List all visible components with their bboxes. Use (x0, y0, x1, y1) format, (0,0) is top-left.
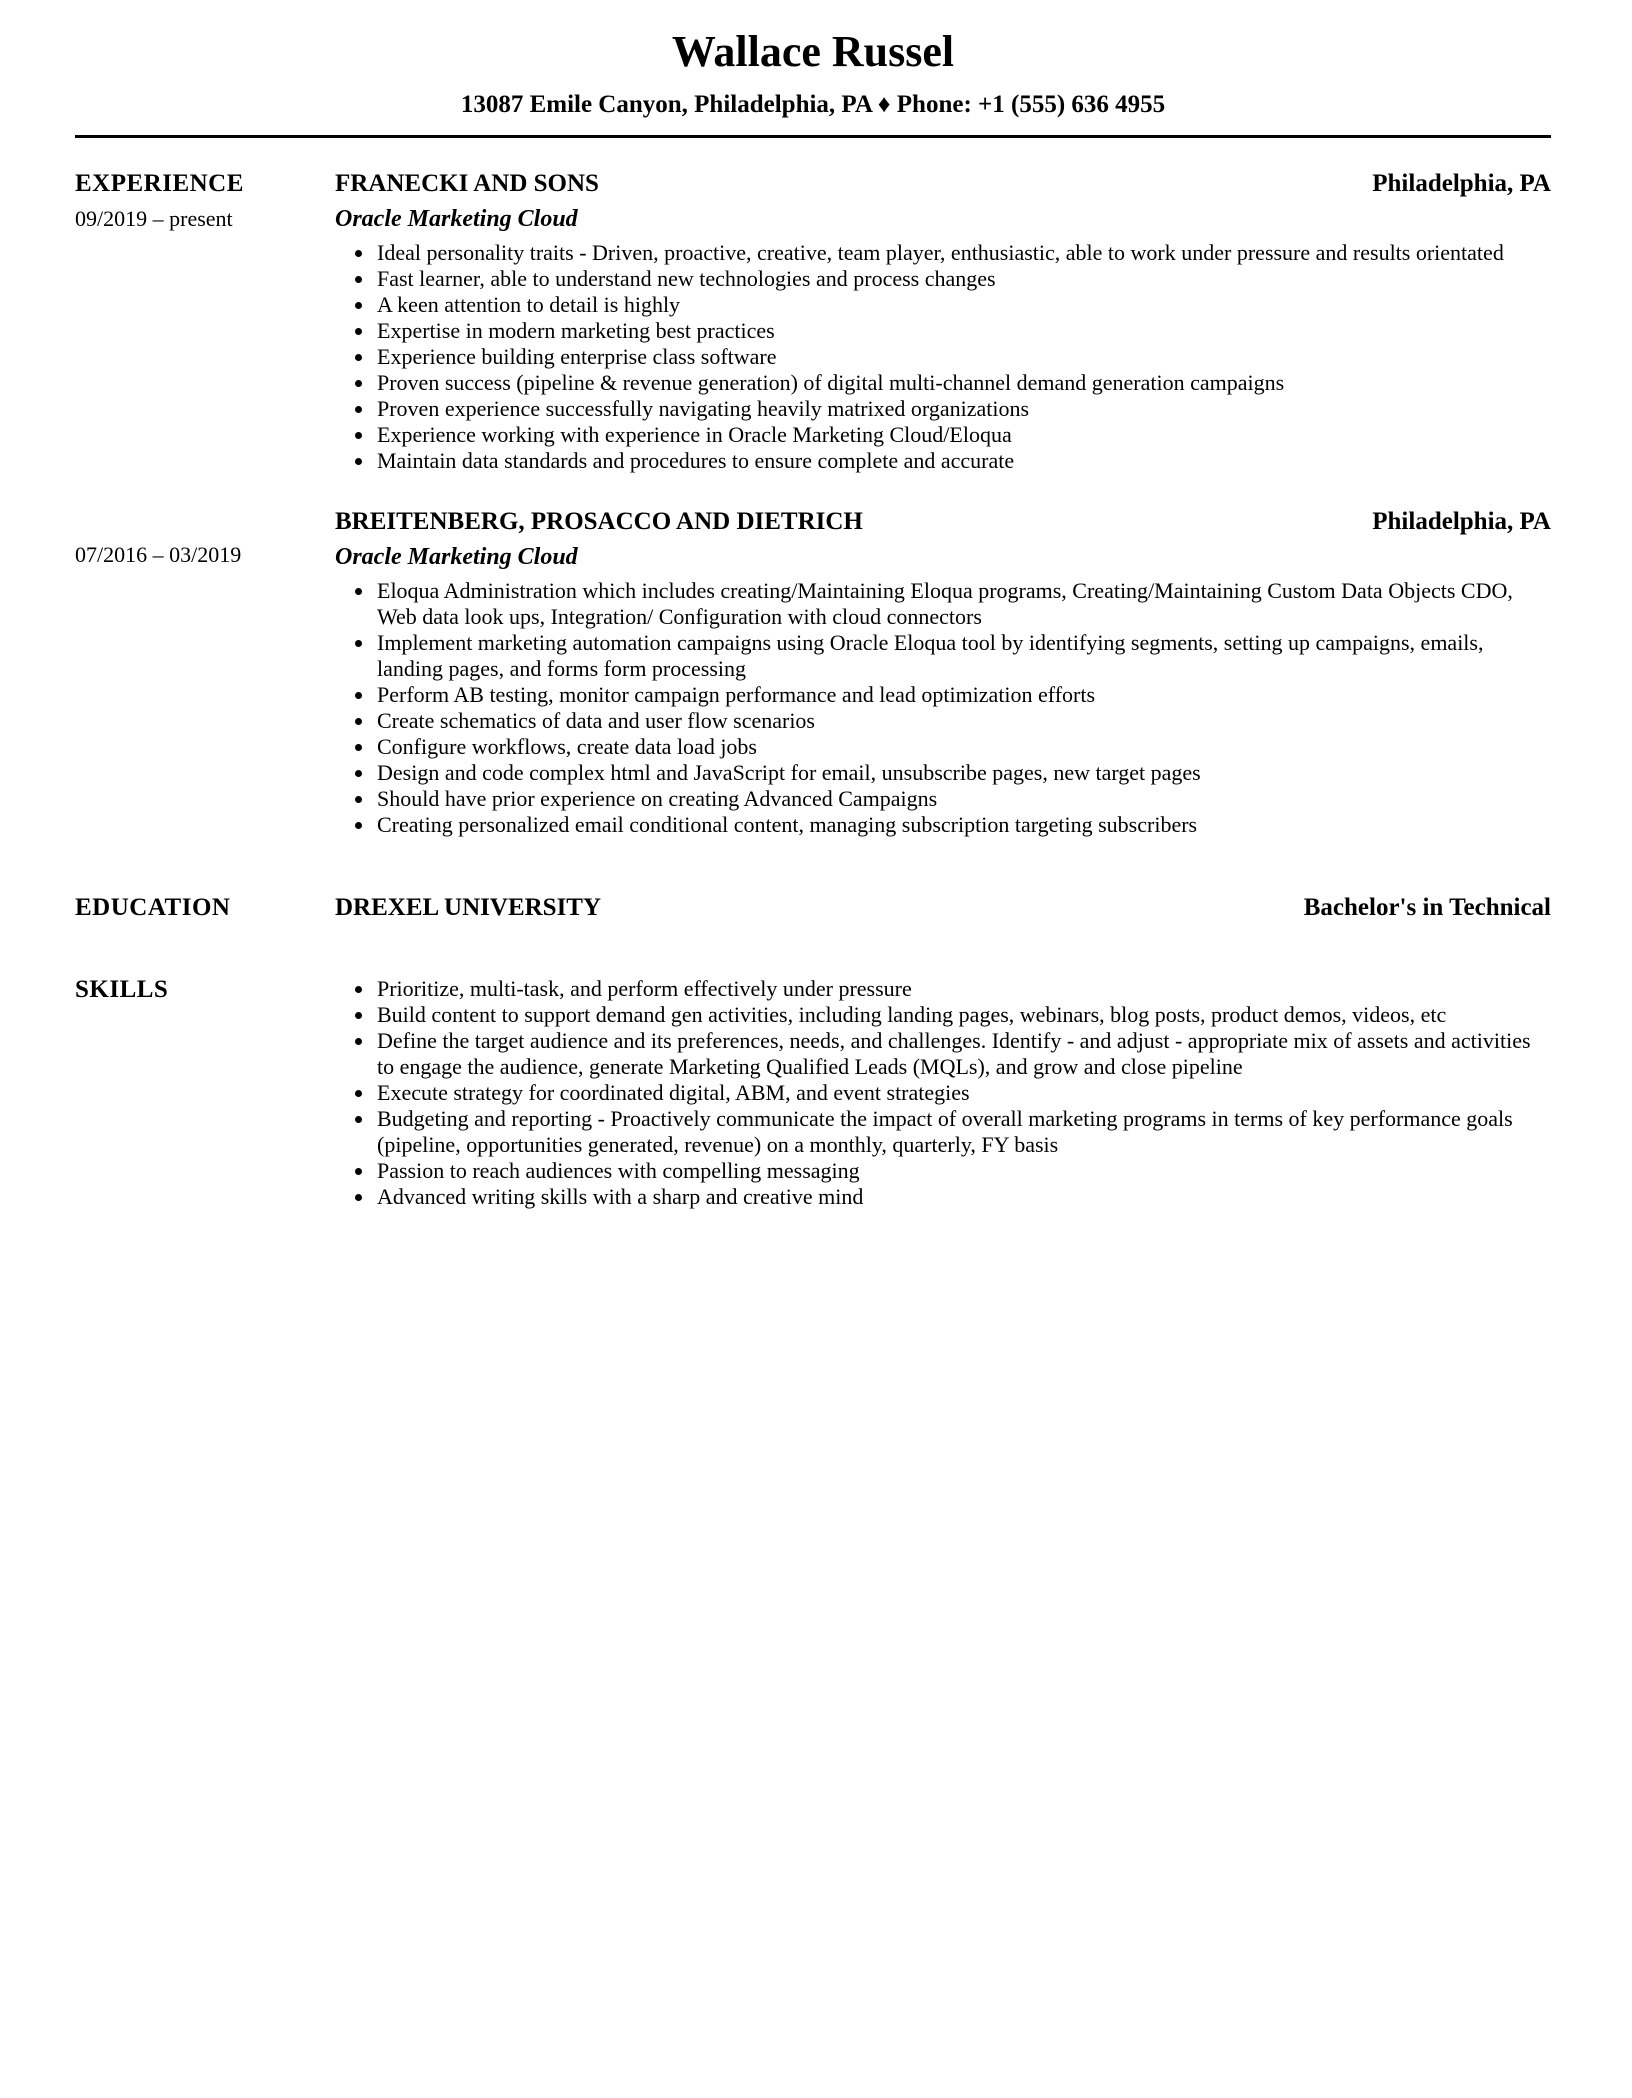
skill-item: • Budgeting and reporting - Proactively communicate the impact of overall marketing programs in terms of key performance goals (pipeline, opportunities generated, revenue) on a monthly, quarterly, FY basis (375, 1106, 1551, 1158)
job-2-header (335, 508, 1551, 536)
skill-item: • Advanced writing skills with a sharp and creative mind (375, 1184, 1551, 1210)
experience-sidebar (75, 170, 335, 232)
job-2-block (335, 508, 1551, 838)
section-label-skills: SKILLS (75, 975, 169, 1003)
job-1-company: FRANECKI AND SONS (335, 169, 599, 197)
bullet-item: • Ideal personality traits - Driven, proactive, creative, team player, enthusiastic, able to work under pressure and results orientated (375, 240, 1551, 266)
header-divider (75, 135, 1551, 138)
education-header (335, 894, 1551, 922)
bullet-item: • Design and code complex html and JavaScript for email, unsubscribe pages, new target pages (375, 760, 1551, 786)
resume-body (75, 170, 1551, 1210)
section-label-education: EDUCATION (75, 893, 231, 921)
bullet-item: • Should have prior experience on creating Advanced Campaigns (375, 786, 1551, 812)
job-2-title: Oracle Marketing Cloud (335, 543, 578, 570)
skill-item: • Define the target audience and its preferences, needs, and challenges. Identify - and adjust - appropriate mix of assets and activities to engage the audience, generate Marketing Qualified Leads (MQLs), and grow and close pipeline (375, 1028, 1551, 1080)
skill-item: • Prioritize, multi-task, and perform effectively under pressure (375, 976, 1551, 1002)
job-2-dates: 07/2016 – 03/2019 (75, 541, 242, 567)
job-1-location: Philadelphia, PA (1372, 169, 1551, 197)
contact-line: 13087 Emile Canyon, Philadelphia, PA ♦ Phone: +1 (555) 636 4955 (460, 90, 1166, 118)
job-2-company: BREITENBERG, PROSACCO AND DIETRICH (335, 507, 863, 535)
experience-job-2-sidebar (75, 508, 335, 568)
bullet-item: • Experience working with experience in Oracle Marketing Cloud/Eloqua (375, 422, 1551, 448)
bullet-item: • Maintain data standards and procedures to ensure complete and accurate (375, 448, 1551, 474)
person-name: Wallace Russel (671, 27, 955, 76)
bullet-item: • Proven experience successfully navigating heavily matrixed organizations (375, 396, 1551, 422)
job-1-bullets (335, 240, 1551, 474)
resume-header (75, 26, 1551, 119)
skill-item: • Build content to support demand gen activities, including landing pages, webinars, blog posts, product demos, videos, etc (375, 1002, 1551, 1028)
skills-bullets (335, 976, 1551, 1210)
bullet-item: • Expertise in modern marketing best practices (375, 318, 1551, 344)
job-1-title: Oracle Marketing Cloud (335, 205, 578, 232)
bullet-item: • Eloqua Administration which includes creating/Maintaining Eloqua programs, Creating/Maintaining Custom Data Objects CDO, Web data look ups, Integration/ Configuration with cloud connectors (375, 578, 1551, 630)
bullet-item: • Creating personalized email conditional content, managing subscription targeting subscribers (375, 812, 1551, 838)
experience-job-1-row (75, 170, 1551, 474)
skills-block (335, 976, 1551, 1210)
job-1-block (335, 170, 1551, 474)
bullet-item: • Proven success (pipeline & revenue generation) of digital multi-channel demand generation campaigns (375, 370, 1551, 396)
skill-item: • Execute strategy for coordinated digital, ABM, and event strategies (375, 1080, 1551, 1106)
experience-job-2-row (75, 508, 1551, 838)
job-1-dates: 09/2019 – present (75, 205, 233, 231)
bullet-item: • Perform AB testing, monitor campaign performance and lead optimization efforts (375, 682, 1551, 708)
education-sidebar (75, 894, 335, 922)
bullet-item: • Configure workflows, create data load jobs (375, 734, 1551, 760)
bullet-item: • A keen attention to detail is highly (375, 292, 1551, 318)
skills-row (75, 976, 1551, 1210)
skill-item: • Passion to reach audiences with compelling messaging (375, 1158, 1551, 1184)
section-label-experience: EXPERIENCE (75, 169, 244, 197)
bullet-item: • Experience building enterprise class software (375, 344, 1551, 370)
school-name: DREXEL UNIVERSITY (335, 893, 602, 921)
bullet-item: • Fast learner, able to understand new technologies and process changes (375, 266, 1551, 292)
degree-name: Bachelor's in Technical (1303, 893, 1551, 921)
job-1-header (335, 170, 1551, 198)
skills-sidebar (75, 976, 335, 1004)
education-block (335, 894, 1551, 922)
bullet-item: • Implement marketing automation campaigns using Oracle Eloqua tool by identifying segments, setting up campaigns, emails, landing pages, and forms form processing (375, 630, 1551, 682)
job-2-bullets (335, 578, 1551, 838)
job-2-location: Philadelphia, PA (1372, 507, 1551, 535)
education-row (75, 894, 1551, 922)
bullet-item: • Create schematics of data and user flow scenarios (375, 708, 1551, 734)
